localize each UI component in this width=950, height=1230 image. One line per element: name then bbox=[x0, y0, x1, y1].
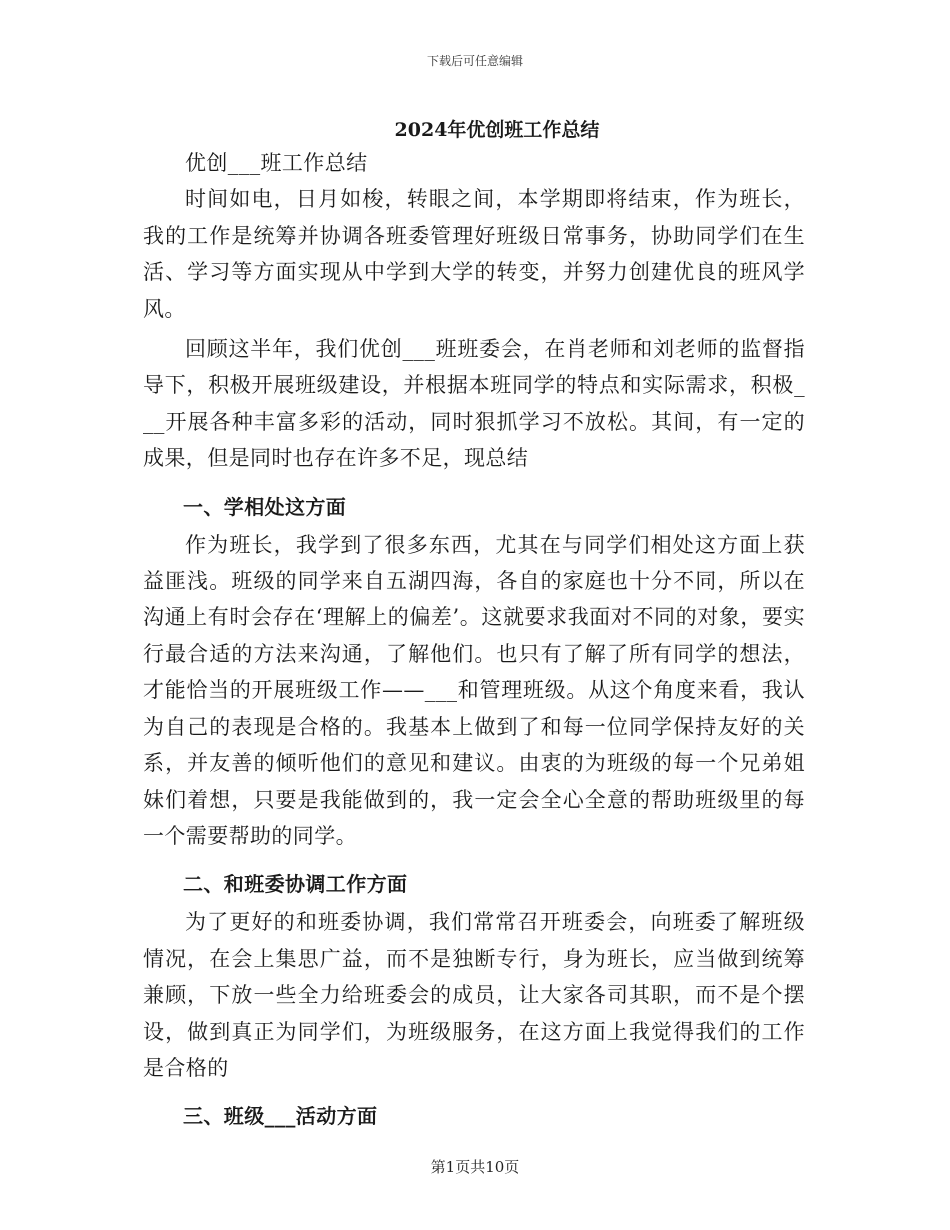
paragraph-intro: 时间如电，日月如梭，转眼之间，本学期即将结束，作为班长，我的工作是统筹并协调各班委管理好班级日常事务，协助同学们在生活、学习等方面实现从中学到大学的转变，并努力创建优良的班风学风。 bbox=[143, 187, 805, 321]
page-footer: 第1页共10页 bbox=[430, 1158, 520, 1176]
section-heading-3: 三、班级___活动方面 bbox=[183, 1104, 378, 1129]
section-heading-2: 二、和班委协调工作方面 bbox=[183, 872, 408, 897]
section-heading-1: 一、学相处这方面 bbox=[183, 494, 347, 519]
paragraph-review: 回顾这半年，我们优创___班班委会，在肖老师和刘老师的监督指导下，积极开展班级建设，并根据本班同学的特点和实际需求，积极___开展各种丰富多彩的活动，同时狠抓学习不放松。其间，有一定的成果，但是同时也存在许多不足，现总结 bbox=[143, 337, 805, 471]
document-body bbox=[143, 145, 805, 1136]
header-note: 下载后可任意编辑 bbox=[426, 54, 523, 68]
document-title: 2024年优创班工作总结 bbox=[394, 119, 600, 141]
section-2-paragraph: 为了更好的和班委协调，我们常常召开班委会，向班委了解班级情况，在会上集思广益，而不是独断专行，身为班长，应当做到统筹兼顾，下放一些全力给班委会的成员，让大家各司其职，而不是个摆设，做到真正为同学们，为班级服务，在这方面上我觉得我们的工作是合格的 bbox=[143, 910, 805, 1080]
document-subtitle: 优创___班工作总结 bbox=[185, 151, 368, 175]
section-1-paragraph: 作为班长，我学到了很多东西，尤其在与同学们相处这方面上获益匪浅。班级的同学来自五湖四海，各自的家庭也十分不同，所以在沟通上有时会存在‘理解上的偏差’。这就要求我面对不同的对象，要实行最合适的方法来沟通，了解他们。也只有了解了所有同学的想法，才能恰当的开展班级工作——___和管理班级。从这个角度来看，我认为自己的表现是合格的。我基本上做到了和每一位同学保持友好的关系，并友善的倾听他们的意见和建议。由衷的为班级的每一个兄弟姐妹们着想，只要是我能做到的，我一定会全心全意的帮助班级里的每一个需要帮助的同学。 bbox=[143, 532, 805, 848]
